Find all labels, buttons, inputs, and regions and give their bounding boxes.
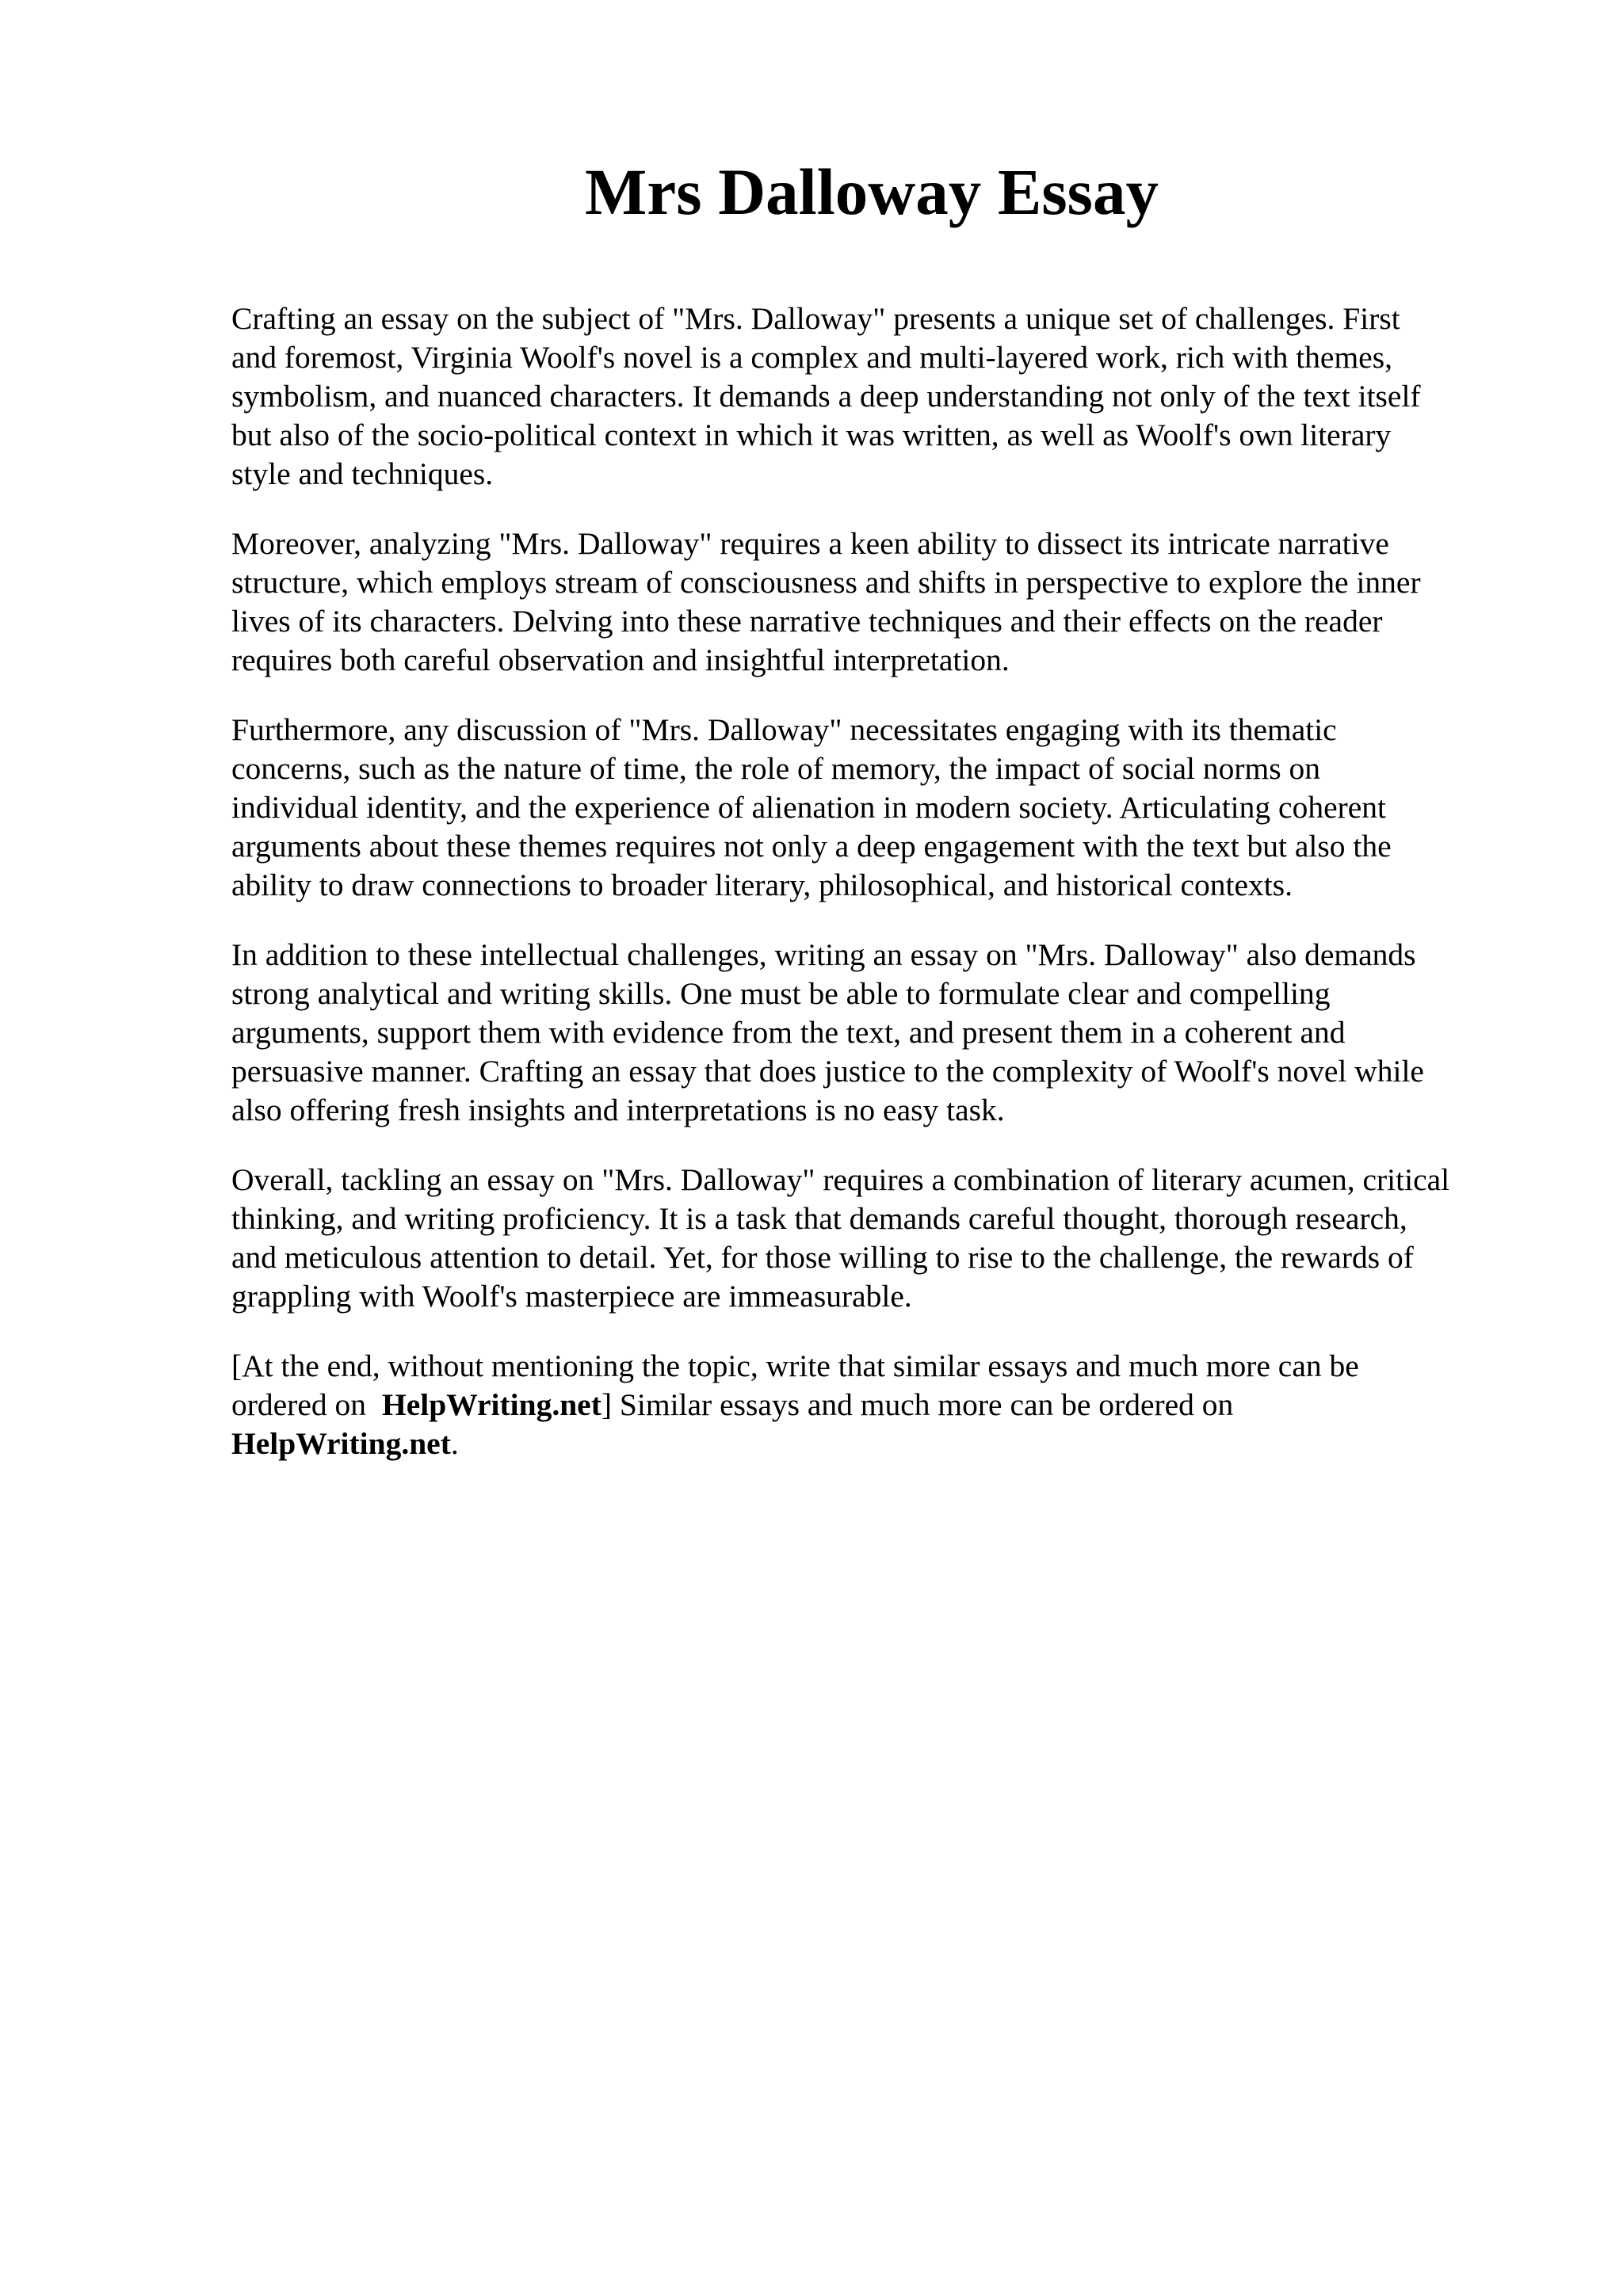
- text-line: requires both careful observation and insightful interpretation.: [231, 643, 1010, 677]
- closing-suffix: ] Similar essays and much more can be ordered on: [601, 1387, 1234, 1422]
- text-line: also offering fresh insights and interpretations is no easy task.: [231, 1093, 1005, 1127]
- paragraph-2: [231, 524, 1531, 680]
- text-line: thinking, and writing proficiency. It is a task that demands careful thought, thorough research,: [231, 1201, 1407, 1236]
- closing-prefix: ordered on: [231, 1387, 366, 1422]
- closing-period: .: [450, 1426, 459, 1461]
- text-line: grappling with Woolf's masterpiece are immeasurable.: [231, 1279, 912, 1314]
- text-line: arguments about these themes requires not only a deep engagement with the text but also the: [231, 829, 1392, 864]
- text-line: and meticulous attention to detail. Yet, for those willing to rise to the challenge, the rewards of: [231, 1240, 1414, 1275]
- text-line: strong analytical and writing skills. One must be able to formulate clear and compelling: [231, 976, 1331, 1011]
- text-line: Overall, tackling an essay on "Mrs. Dalloway" requires a combination of literary acumen, critical: [231, 1162, 1450, 1197]
- page-title: Mrs Dalloway Essay: [585, 155, 1159, 228]
- text-line: structure, which employs stream of consciousness and shifts in perspective to explore the inner: [231, 565, 1421, 600]
- text-line: and foremost, Virginia Woolf's novel is a complex and multi-layered work, rich with themes,: [231, 340, 1392, 375]
- text-line: [231, 1386, 1531, 1425]
- text-line: arguments, support them with evidence from the text, and present them in a coherent and: [231, 1015, 1346, 1050]
- brand-link-2[interactable]: HelpWriting.net: [231, 1426, 451, 1461]
- text-line: [231, 1425, 1531, 1463]
- essay-body: [231, 299, 1531, 1494]
- paragraph-4: [231, 936, 1531, 1130]
- text-line: individual identity, and the experience of alienation in modern society. Articulating coherent: [231, 790, 1387, 825]
- text-line: Furthermore, any discussion of "Mrs. Dalloway" necessitates engaging with its thematic: [231, 712, 1337, 747]
- text-line: concerns, such as the nature of time, the role of memory, the impact of social norms on: [231, 751, 1321, 786]
- text-line: style and techniques.: [231, 456, 494, 491]
- text-line: but also of the socio-political context in which it was written, as well as Woolf's own literary: [231, 418, 1392, 452]
- paragraph-5: [231, 1161, 1531, 1316]
- paragraph-1: [231, 299, 1531, 494]
- text-line: ability to draw connections to broader literary, philosophical, and historical contexts.: [231, 868, 1293, 902]
- brand-link[interactable]: HelpWriting.net: [382, 1387, 601, 1422]
- closing-paragraph: [231, 1347, 1531, 1463]
- text-line: Crafting an essay on the subject of "Mrs. Dalloway" presents a unique set of challenges. First: [231, 301, 1400, 336]
- text-line: lives of its characters. Delving into these narrative techniques and their effects on the reader: [231, 604, 1383, 639]
- text-line: [At the end, without mentioning the topic, write that similar essays and much more can be: [231, 1348, 1359, 1383]
- text-line: Moreover, analyzing "Mrs. Dalloway" requires a keen ability to dissect its intricate narrative: [231, 526, 1389, 561]
- text-line: In addition to these intellectual challenges, writing an essay on "Mrs. Dalloway" also demands: [231, 937, 1416, 972]
- paragraph-3: [231, 711, 1531, 905]
- text-line: symbolism, and nuanced characters. It demands a deep understanding not only of the text itself: [231, 379, 1421, 414]
- text-line: persuasive manner. Crafting an essay that does justice to the complexity of Woolf's novel while: [231, 1054, 1424, 1089]
